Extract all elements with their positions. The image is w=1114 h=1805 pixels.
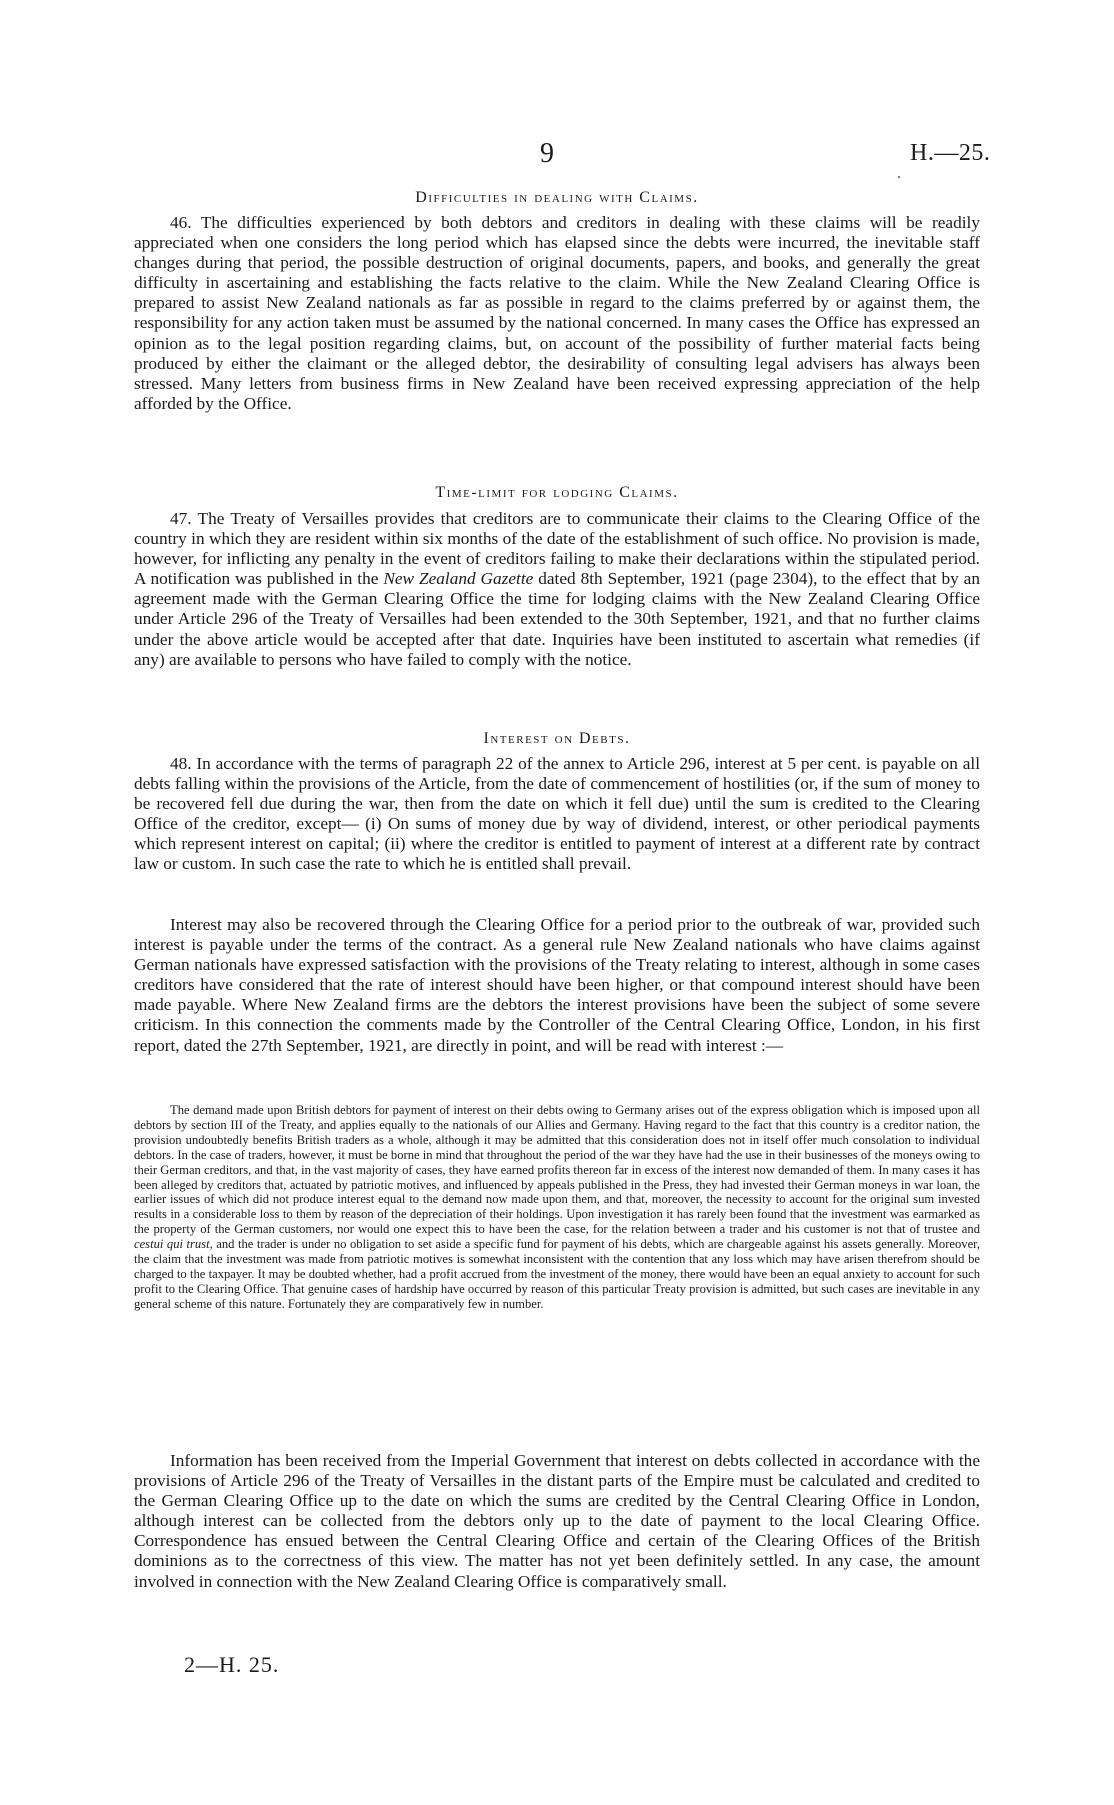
paragraph-final: Information has been received from the Imperial Government that interest on debts collected in accordance with the provisions of Article 296 of the Treaty of Versailles in the distant parts of the Empire must be calculated and credited to the German Clearing Office up to the date on which the sums are credited by the Central Clearing Office in London, although interest can be collected from the debtors only up to the date of payment to the local Clearing Office. Correspondence has ensued between the Central Clearing Office and certain of the Clearing Offices of the British dominions as to the correctness of this view. The matter has not yet been definitely settled. In any case, the amount involved in connection with the New Zealand Clearing Office is comparatively small. <box>134 1451 980 1591</box>
paragraph-46: 46. The difficulties experienced by both debtors and creditors in dealing with these claims will be readily appreciated when one considers the long period which has elapsed since the debts were incurred, the inevitable staff changes during that period, the possible destruction of original documents, papers, and books, and generally the great difficulty in ascertaining and establishing the facts relative to the claim. While the New Zealand Clearing Office is prepared to assist New Zealand nationals as far as possible in regard to the claims preferred by or against them, the responsibility for any action taken must be assumed by the national concerned. In many cases the Office has expressed an opinion as to the legal position regarding claims, but, on account of the possibility of further material facts being produced by either the claimant or the alleged debtor, the desirability of consulting legal advisers has always been stressed. Many letters from business firms in New Zealand have been received expressing appreciation of the help afforded by the Office. <box>134 213 980 413</box>
gazette-title: New Zealand Gazette <box>383 569 534 589</box>
quoted-report-extract <box>134 1103 980 1312</box>
paragraph-48-continued: Interest may also be recovered through the Clearing Office for a period prior to the outbreak of war, provided such interest is payable under the terms of the contract. As a general rule New Zealand nationals who have claims against German nationals have expressed satisfaction with the provisions of the Treaty relating to interest, although in some cases creditors have considered that the rate of interest should have been higher, or that compound interest should have been made payable. Where New Zealand firms are the debtors the interest provisions have been the subject of some severe criticism. In this connection the comments made by the Controller of the Central Clearing Office, London, in his first report, dated the 27th September, 1921, are directly in point, and will be read with interest :— <box>134 915 980 1055</box>
quote-part-b: , and the trader is under no obligation to set aside a specific fund for payment of his debts, which are chargeable against his assets generally. Moreover, the claim that the investment was made from patriotic motives is somewhat inconsistent with the contention that any loss which may have arisen therefrom should be charged to the taxpayer. It may be doubted whether, had a profit accrued from the investment of the money, there would have been an equal anxiety to account for such profit to the Clearing Office. That genuine cases of hardship have occurred by reason of this particular Treaty provision is admitted, but such cases are inevitable in any general scheme of this nature. Fortunately they are comparatively few in number. <box>134 1237 980 1311</box>
page-number: 9 <box>540 138 554 169</box>
quote-latin-term: cestui qui trust <box>134 1237 210 1252</box>
paragraph-48: 48. In accordance with the terms of paragraph 22 of the annex to Article 296, interest at 5 per cent. is payable on all debts falling within the provisions of the Article, from the date of commencement of hostilities (or, if the sum of money to be recovered fell due during the war, then from the date on which it fell due) until the sum is credited to the Clearing Office of the creditor, except— (i) On sums of money due by way of dividend, interest, or other periodical payments which represent interest on capital; (ii) where the creditor is entitled to payment of interest at a different rate by contract law or custom. In such case the rate to which he is entitled shall prevail. <box>134 754 980 874</box>
quote-part-a: The demand made upon British debtors for payment of interest on their debts owing to Germany arises out of the express obligation which is imposed upon all debtors by section III of the Treaty, and applies equally to the nationals of our Allies and Germany. Having regard to the fact that this country is a creditor nation, the provision undoubtedly benefits British traders as a whole, although it may be admitted that this consideration does not in itself offer much consolation to individual debtors. In the case of traders, however, it must be borne in mind that throughout the period of the war they have had the use in their businesses of the moneys owing to their German creditors, and that, in the vast majority of cases, they have earned profits thereon far in excess of the interest now demanded of them. In many cases it has been alleged by creditors that, actuated by patriotic motives, and influenced by appeals published in the Press, they had invested their German moneys in war loan, the earlier issues of which did not produce interest equal to the demand now made upon them, and that, moreover, the necessity to account for the original sum invested results in a considerable loss to them by reason of the depreciation of their holdings. Upon investigation it has rarely been found that the investment was earmarked as the property of the German customers, nor would one expect this to have been the case, for the relation between a trader and his customer is not that of trustee and <box>134 1103 980 1237</box>
document-reference: H.—25. <box>910 140 991 166</box>
section-heading-difficulties: Difficulties in dealing with Claims. <box>415 189 699 206</box>
sheet-signature: 2—H. 25. <box>184 1652 280 1677</box>
stray-mark <box>898 176 900 178</box>
section-heading-time-limit: Time-limit for lodging Claims. <box>435 484 679 501</box>
section-heading-interest: Interest on Debts. <box>483 730 631 747</box>
paragraph-47 <box>134 509 980 670</box>
paragraph-47-part-b: dated 8th September, 1921 (page 2304), to the effect that by an agreement made with the German Clearing Office the time for lodging claims with the New Zealand Clearing Office under Article 296 of the Treaty of Versailles had been extended to the 30th September, 1921, and that no further claims under the above article would be accepted after that date. Inquiries have been instituted to ascertain what remedies (if any) are available to persons who have failed to comply with the notice. <box>134 569 980 669</box>
paragraph-47-part-a: 47. The Treaty of Versailles provides that creditors are to communicate their claims to the Clearing Office of the country in which they are resident within six months of the date of the establishment of such office. No provision is made, however, for inflicting any penalty in the event of creditors failing to make their declarations within the stipulated period. A notification was published in the <box>134 509 980 589</box>
